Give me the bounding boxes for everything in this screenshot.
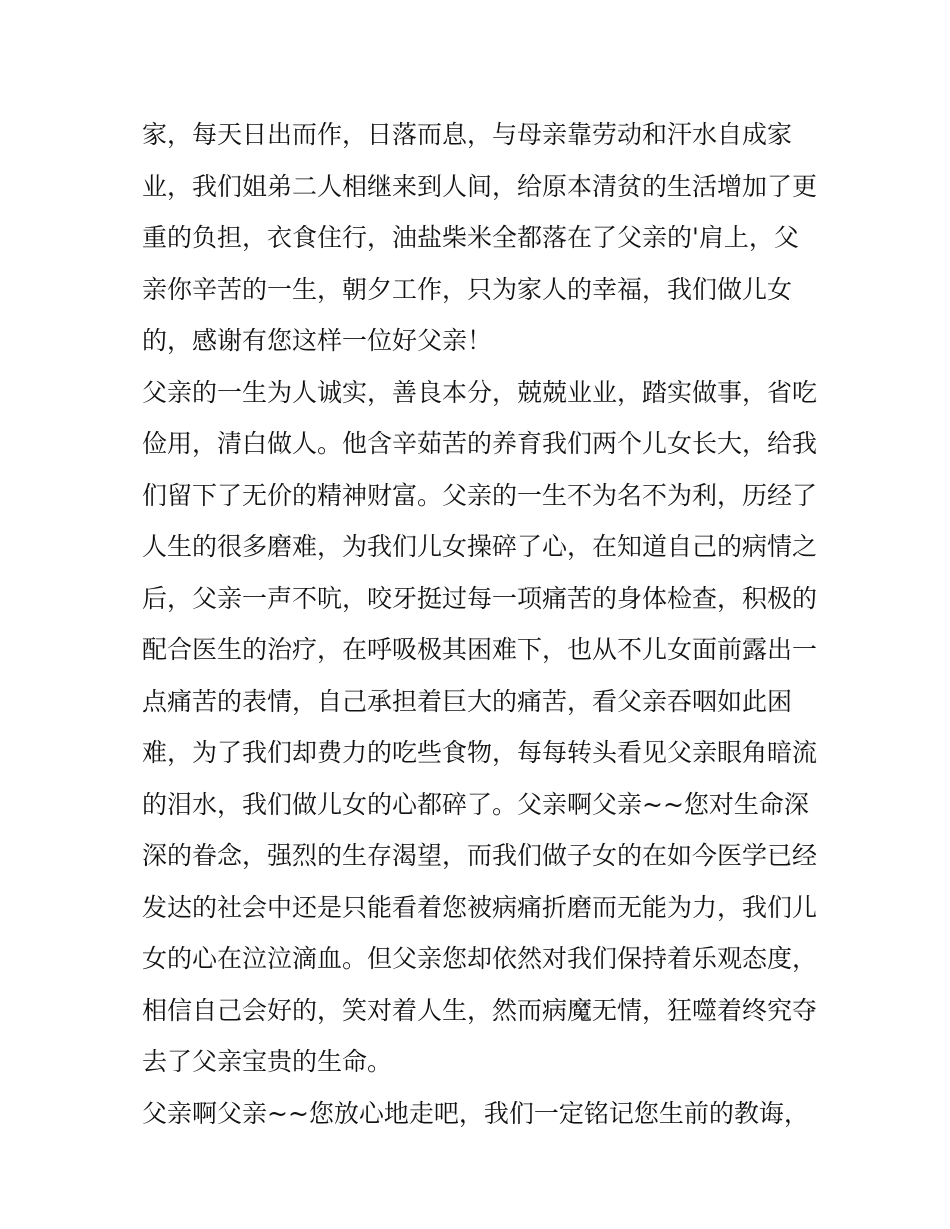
text-line: 们留下了无价的精神财富。父亲的一生不为名不为利，历经了 [142, 480, 818, 510]
text-line: 父亲的一生为人诚实，善良本分，兢兢业业，踏实做事，省吃 [142, 377, 818, 407]
text-line: 父亲啊父亲~~您放心地走吧，我们一定铭记您生前的教诲， [142, 1098, 809, 1128]
text-line: 深的眷念，强烈的生存渴望，而我们做子女的在如今医学已经 [142, 841, 818, 870]
text-line: 配合医生的治疗，在呼吸极其困难下，也从不儿女面前露出一 [142, 635, 818, 664]
text-line: 发达的社会中还是只能看着您被病痛折磨而无能为力，我们儿 [142, 892, 818, 922]
text-line: 的，感谢有您这样一位好父亲！ [142, 326, 493, 355]
text-line: 相信自己会好的，笑对着人生，然而病魔无情，狂噬着终究夺 [142, 995, 818, 1025]
text-line: 人生的很多磨难，为我们儿女操碎了心，在知道自己的病情之 [142, 532, 818, 561]
text-line: 女的心在泣泣滴血。但父亲您却依然对我们保持着乐观态度， [142, 944, 818, 973]
text-line: 后，父亲一声不吭，咬牙挺过每一项痛苦的身体检查，积极的 [142, 583, 818, 613]
text-line: 去了父亲宝贵的生命。 [142, 1047, 393, 1076]
text-line: 重的负担，衣食住行，油盐柴米全都落在了父亲的'肩上，父 [142, 223, 799, 252]
text-line: 的泪水，我们做儿女的心都碎了。父亲啊父亲~~您对生命深 [142, 789, 809, 819]
text-line: 家，每天日出而作，日落而息，与母亲靠劳动和汗水自成家 [142, 120, 793, 149]
text-line: 俭用，清白做人。他含辛茹苦的养育我们两个儿女长大，给我 [142, 429, 818, 458]
document-body [142, 109, 822, 1139]
text-line: 难，为了我们却费力的吃些食物，每每转头看见父亲眼角暗流 [142, 738, 818, 767]
text-line: 业，我们姐弟二人相继来到人间，给原本清贫的生活增加了更 [142, 171, 818, 201]
text-line: 点痛苦的表情，自己承担着巨大的痛苦，看父亲吞咽如此困 [142, 686, 793, 716]
text-line: 亲你辛苦的一生，朝夕工作，只为家人的幸福，我们做儿女 [142, 274, 793, 304]
